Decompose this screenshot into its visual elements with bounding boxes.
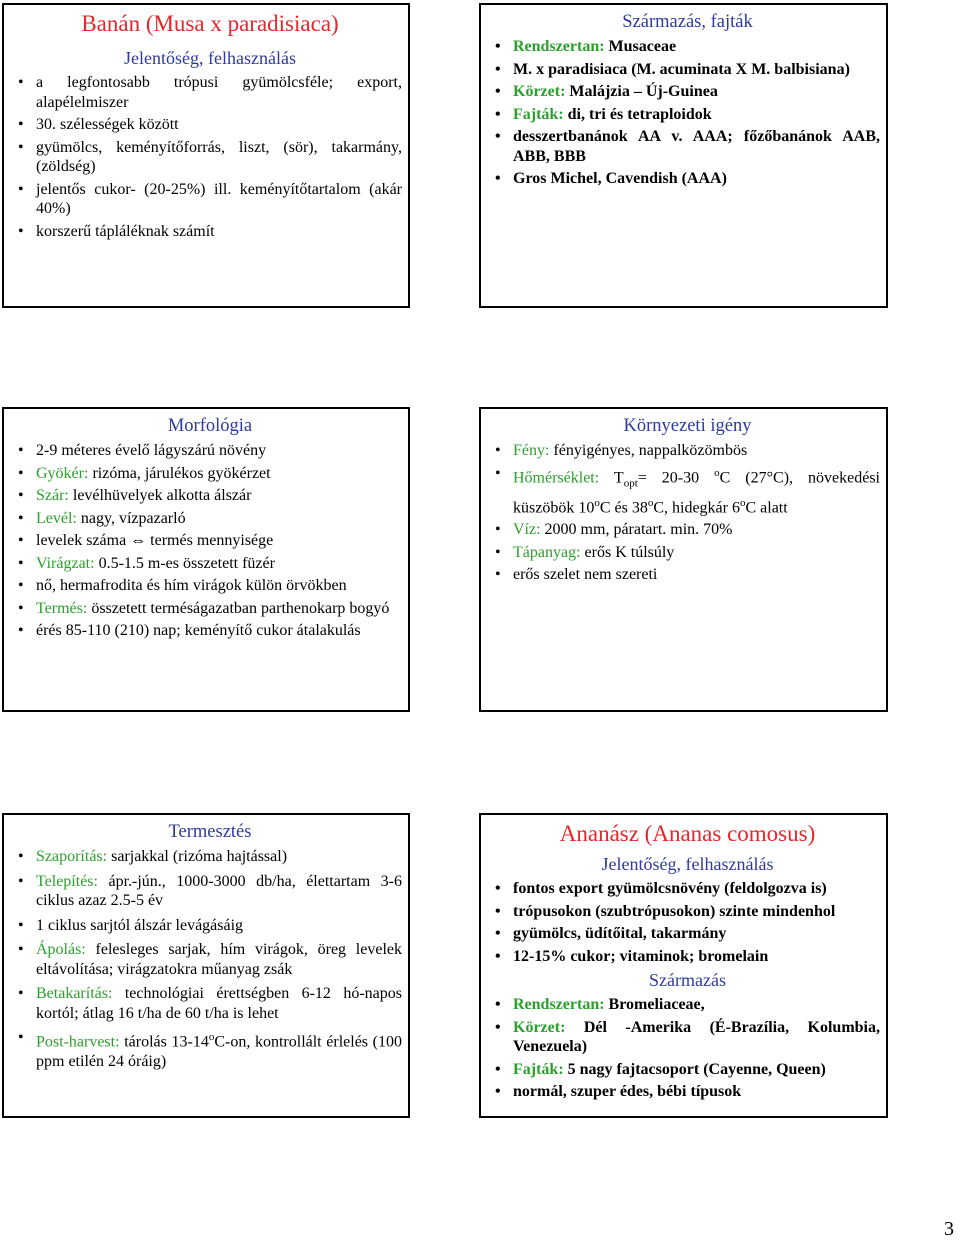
slide-ananasz [479, 813, 888, 1118]
list-item [18, 847, 402, 867]
item-label: Post-harvest: [36, 1033, 120, 1051]
item-text: nagy, vízpazarló [76, 509, 186, 527]
list-item [18, 916, 402, 936]
item-label: Rendszertan: [513, 38, 605, 55]
slide-title: Banán (Musa x paradisiaca) [81, 11, 339, 36]
list-item [495, 1082, 880, 1102]
list-item [18, 984, 402, 1023]
item-label: Betakarítás: [36, 985, 113, 1002]
list-item [495, 169, 880, 189]
item-text: C alatt [745, 498, 788, 516]
item-text: C (27°C), növekedési küszöbök 10 [513, 468, 881, 516]
item-label: Körzet: [513, 83, 566, 100]
item-text: rizóma, járulékos gyökérzet [88, 464, 271, 482]
list-item: • gyümölcs, keményítőforrás, liszt, (sör), takarmány, (zöldség) [18, 138, 402, 177]
item-text: M. x paradisiaca (M. acuminata X M. balbisiana) [513, 60, 850, 78]
degree-sup: o [739, 496, 746, 509]
bullet-list [495, 37, 880, 189]
list-item [18, 872, 402, 911]
slide-title: Morfológia [167, 416, 253, 436]
item-text: levelek száma ⇔ termés mennyisége [36, 532, 274, 549]
list-item [495, 464, 880, 518]
list-item [18, 599, 402, 619]
list-item: • korszerű tápláléknak számít [18, 222, 402, 242]
item-text: felesleges sarjak, hím virágok, öreg levelek eltávolítása; virágzatokra műanyag zsák [36, 941, 402, 978]
list-item: • 30. szélességek között [18, 115, 402, 135]
list-item [18, 621, 402, 641]
slide-title: Környezeti igény [623, 416, 752, 436]
item-text: erős K túlsúly [580, 543, 675, 561]
item-text: fényigényes, nappalközömbös [549, 442, 748, 459]
temp-subscript: opt [623, 477, 638, 490]
item-text: 2-9 méteres évelő lágyszárú növény [36, 442, 267, 459]
item-text: tárolás 13-14 [119, 1033, 209, 1051]
item-label: Ápolás: [36, 941, 86, 958]
item-text: Bromeliaceae, [604, 996, 705, 1013]
item-label: Hőmérséklet: [513, 468, 600, 486]
slide-subtitle: Származás [649, 970, 726, 990]
item-label: Körzet: [513, 1018, 566, 1036]
list-item [495, 1018, 880, 1057]
degree-sup: o [594, 496, 600, 509]
degree-sup: o [208, 1031, 215, 1043]
item-label: Gyökér: [36, 464, 89, 482]
slide-kornyezeti-igeny [479, 407, 888, 712]
list-item [495, 995, 880, 1015]
list-item: • jelentős cukor- (20-25%) ill. keményítőtartalom (akár 40%) [18, 180, 402, 219]
slide-szarmazas-fajtak [479, 3, 888, 308]
degree-sup: o [714, 466, 720, 479]
item-label: Fény: [513, 442, 550, 459]
item-label: Fajták: [513, 105, 564, 123]
list-item [18, 554, 402, 574]
item-text: 0.5-1.5 m-es összetett füzér [94, 554, 275, 572]
bullet-list [18, 847, 402, 1071]
list-item [18, 486, 402, 506]
list-item: • gyümölcs, üdítőital, takarmány [495, 924, 880, 944]
list-item: • 12-15% cukor; vitaminok; bromelain [495, 947, 880, 967]
bullet-list [495, 441, 880, 585]
item-text: = 20-30 [637, 468, 715, 486]
list-item [18, 940, 402, 979]
list-item [495, 543, 880, 563]
page-number: 3 [944, 1218, 954, 1240]
item-text: nő, hermafrodita és hím virágok külön örvökben [36, 577, 347, 594]
item-label: Szár: [36, 487, 69, 504]
item-text: di, tri és tetraploidok [563, 105, 712, 123]
list-item [18, 464, 402, 484]
item-text: ápr.-jún., 1000-3000 db/ha, élettartam 3-6 ciklus azaz 2.5-5 év [36, 872, 402, 909]
list-item [495, 82, 880, 102]
list-item [495, 37, 880, 57]
list-item: • trópusokon (szubtrópusokon) szinte mindenhol [495, 902, 880, 922]
bullet-list [18, 73, 402, 241]
list-item [18, 1028, 402, 1071]
item-label: Telepítés: [36, 872, 98, 890]
bullet-list [495, 995, 880, 1102]
slide-title: Termesztés [168, 822, 252, 842]
item-text: érés 85-110 (210) nap; keményítő cukor átalakulás [36, 622, 361, 639]
list-item [495, 565, 880, 585]
item-text: technológiai érettségben 6-12 hó-napos kortól; átlag 16 t/ha de 60 t/ha is lehet [36, 985, 402, 1022]
degree-sup: o [647, 496, 654, 509]
item-label: Virágzat: [36, 554, 95, 572]
list-item [495, 441, 880, 461]
list-item [495, 105, 880, 125]
list-item [495, 127, 880, 166]
item-text: összetett terméságazatban parthenokarp bogyó [87, 599, 390, 617]
item-text: normál, szuper édes, bébi típusok [513, 1083, 742, 1100]
list-item [18, 509, 402, 529]
slide-banan-jelentoseg [2, 3, 410, 308]
item-label: Termés: [36, 599, 88, 617]
item-text: 5 nagy fajtacsoport (Cayenne, Queen) [563, 1060, 826, 1078]
item-text: Musaceae [604, 38, 677, 55]
bullet-list [495, 879, 880, 966]
item-label: Tápanyag: [513, 543, 581, 561]
item-label: Rendszertan: [513, 996, 605, 1013]
item-label: Fajták: [513, 1060, 564, 1078]
list-item: • a legfontosabb trópusi gyümölcsféle; export, alapélelmiszer [18, 73, 402, 112]
slide-title: Ananász (Ananas comosus) [559, 821, 816, 846]
item-label: Víz: [513, 521, 541, 539]
list-item: • fontos export gyümölcsnövény (feldolgozva is) [495, 879, 880, 899]
slide-termesztes [2, 813, 410, 1118]
item-text: erős szelet nem szereti [513, 566, 658, 584]
item-label: Szaporítás: [36, 848, 108, 865]
list-item [18, 441, 402, 461]
bullet-list [18, 441, 402, 641]
slide-morfologia [2, 407, 410, 712]
item-text: 2000 mm, páratart. min. 70% [540, 521, 733, 539]
list-item [18, 576, 402, 596]
item-text: sarjakkal (rizóma hajtással) [107, 848, 288, 865]
item-text: levélhüvelyek alkotta álszár [68, 487, 252, 504]
item-text: C-on, kontrollált érlelés (100 ppm etilén 24 óráig) [36, 1033, 403, 1070]
slide-title: Származás, fajták [622, 12, 753, 32]
list-item [495, 520, 880, 540]
item-text: desszertbanánok AA v. AAA; főzőbanánok AAB, ABB, BBB [513, 128, 880, 165]
item-text: C és 38 [599, 498, 648, 516]
temp-symbol: T [599, 468, 624, 486]
slide-subtitle: Jelentőség, felhasználás [601, 854, 774, 874]
list-item [495, 1060, 880, 1080]
item-text: Gros Michel, Cavendish (AAA) [513, 170, 727, 187]
item-text: C, hidegkár 6 [653, 498, 740, 516]
list-item [495, 60, 880, 80]
item-text: Malájzia – Új-Guinea [565, 83, 718, 100]
item-text: Dél -Amerika (É-Brazília, Kolumbia, Venezuela) [513, 1018, 880, 1055]
list-item [18, 531, 402, 551]
item-text: 1 ciklus sarjtól álszár levágásáig [36, 916, 244, 934]
item-label: Levél: [36, 509, 77, 527]
slide-subtitle: Jelentőség, felhasználás [124, 48, 296, 68]
